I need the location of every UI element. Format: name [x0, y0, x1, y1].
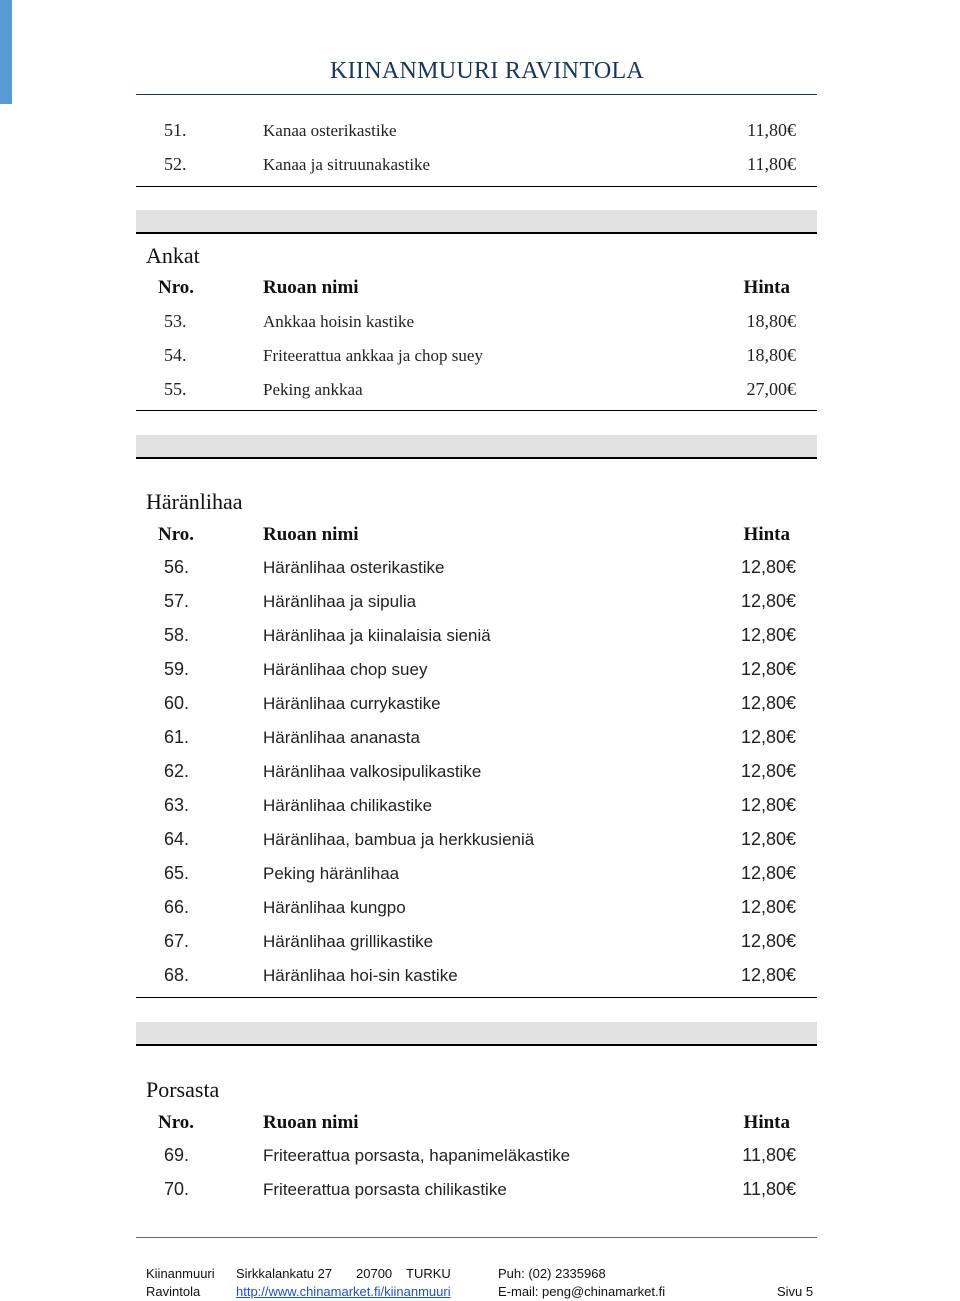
item-name: Häränlihaa ja kiinalaisia sieniä — [263, 626, 491, 645]
item-price: 12,80€ — [740, 761, 796, 781]
column-header-name: Ruoan nimi — [263, 1112, 359, 1133]
item-number: 57. — [164, 591, 190, 611]
item-number: 63. — [164, 795, 190, 815]
item-number: 64. — [164, 829, 190, 849]
section-divider — [136, 410, 817, 411]
item-number: 51. — [164, 120, 187, 140]
item-number: 61. — [164, 727, 190, 747]
item-name: Ankkaa hoisin kastike — [263, 312, 415, 331]
item-name: Häränlihaa chilikastike — [263, 796, 433, 815]
item-price: 12,80€ — [740, 693, 796, 713]
item-price: 12,80€ — [740, 659, 796, 679]
item-price: 18,80€ — [746, 345, 796, 365]
item-number: 67. — [164, 931, 190, 951]
column-header-number: Nro. — [158, 277, 195, 298]
item-name: Häränlihaa ananasta — [263, 728, 420, 747]
column-header-number: Nro. — [158, 1112, 195, 1133]
item-number: 59. — [164, 659, 190, 679]
item-number: 58. — [164, 625, 190, 645]
item-name: Häränlihaa currykastike — [263, 694, 441, 713]
column-header-price: Hinta — [743, 277, 790, 298]
item-name: Häränlihaa hoi-sin kastike — [263, 966, 458, 985]
item-name: Häränlihaa, bambua ja herkkusieniä — [263, 830, 535, 849]
section-divider — [136, 186, 817, 187]
item-number: 55. — [164, 379, 187, 399]
item-name: Häränlihaa ja sipulia — [263, 592, 417, 611]
item-name: Peking häränlihaa — [263, 864, 400, 883]
section-divider — [136, 997, 817, 998]
item-name: Häränlihaa grillikastike — [263, 932, 434, 951]
item-price: 11,80€ — [747, 154, 796, 174]
section-title-porsasta: Porsasta — [146, 1077, 220, 1102]
section-separator-bar — [136, 210, 817, 234]
item-price: 11,80€ — [742, 1179, 796, 1199]
footer-website-link[interactable]: http://www.chinamarket.fi/kiinanmuuri — [236, 1284, 451, 1299]
section-separator-bar — [136, 1022, 817, 1046]
column-header-price: Hinta — [743, 524, 790, 545]
item-number: 54. — [164, 345, 187, 365]
item-price: 27,00€ — [746, 379, 796, 399]
item-number: 69. — [164, 1145, 190, 1165]
footer-street: Sirkkalankatu 27 — [236, 1266, 333, 1281]
item-name: Kanaa osterikastike — [263, 121, 397, 140]
item-name: Peking ankkaa — [263, 380, 363, 399]
item-number: 70. — [164, 1179, 190, 1199]
item-name: Friteerattua porsasta, hapanimeläkastike — [263, 1146, 571, 1165]
item-price: 12,80€ — [740, 897, 796, 917]
item-number: 68. — [164, 965, 190, 985]
column-header-name: Ruoan nimi — [263, 524, 359, 545]
section-title-ankat: Ankat — [146, 243, 200, 268]
page-title: KIINANMUURI RAVINTOLA — [330, 58, 645, 84]
column-header-name: Ruoan nimi — [263, 277, 359, 298]
item-price: 12,80€ — [740, 965, 796, 985]
item-name: Häränlihaa kungpo — [263, 898, 406, 917]
item-price: 12,80€ — [740, 625, 796, 645]
item-price: 12,80€ — [740, 727, 796, 747]
item-price: 12,80€ — [740, 863, 796, 883]
item-name: Häränlihaa osterikastike — [263, 558, 445, 577]
item-price: 12,80€ — [740, 931, 796, 951]
section-title-haranlihaa: Häränlihaa — [146, 489, 243, 514]
item-name: Friteerattua porsasta chilikastike — [263, 1180, 507, 1199]
item-price: 12,80€ — [740, 795, 796, 815]
header-rule — [136, 94, 817, 95]
item-number: 65. — [164, 863, 190, 883]
footer-email: E-mail: peng@chinamarket.fi — [498, 1284, 666, 1299]
item-price: 11,80€ — [747, 120, 796, 140]
footer-company: Kiinanmuuri — [146, 1266, 215, 1281]
item-price: 18,80€ — [746, 311, 796, 331]
section-separator-bar — [136, 435, 817, 459]
column-header-price: Hinta — [743, 1112, 790, 1133]
item-number: 66. — [164, 897, 190, 917]
item-number: 62. — [164, 761, 190, 781]
item-price: 12,80€ — [740, 591, 796, 611]
page-number: Sivu 5 — [777, 1284, 814, 1299]
item-number: 60. — [164, 693, 190, 713]
item-name: Häränlihaa chop suey — [263, 660, 428, 679]
item-number: 56. — [164, 557, 190, 577]
footer-city: TURKU — [406, 1266, 451, 1281]
footer-company-type: Ravintola — [146, 1284, 201, 1299]
footer-zip: 20700 — [356, 1266, 393, 1281]
item-number: 53. — [164, 311, 187, 331]
item-price: 12,80€ — [740, 829, 796, 849]
item-number: 52. — [164, 154, 187, 174]
item-price: 11,80€ — [742, 1145, 796, 1165]
column-header-number: Nro. — [158, 524, 195, 545]
item-price: 12,80€ — [740, 557, 796, 577]
footer-phone: Puh: (02) 2335968 — [498, 1266, 606, 1281]
item-name: Friteerattua ankkaa ja chop suey — [263, 346, 483, 365]
item-name: Häränlihaa valkosipulikastike — [263, 762, 482, 781]
item-name: Kanaa ja sitruunakastike — [263, 155, 431, 174]
edge-tab — [0, 0, 12, 104]
footer-rule — [136, 1237, 817, 1238]
